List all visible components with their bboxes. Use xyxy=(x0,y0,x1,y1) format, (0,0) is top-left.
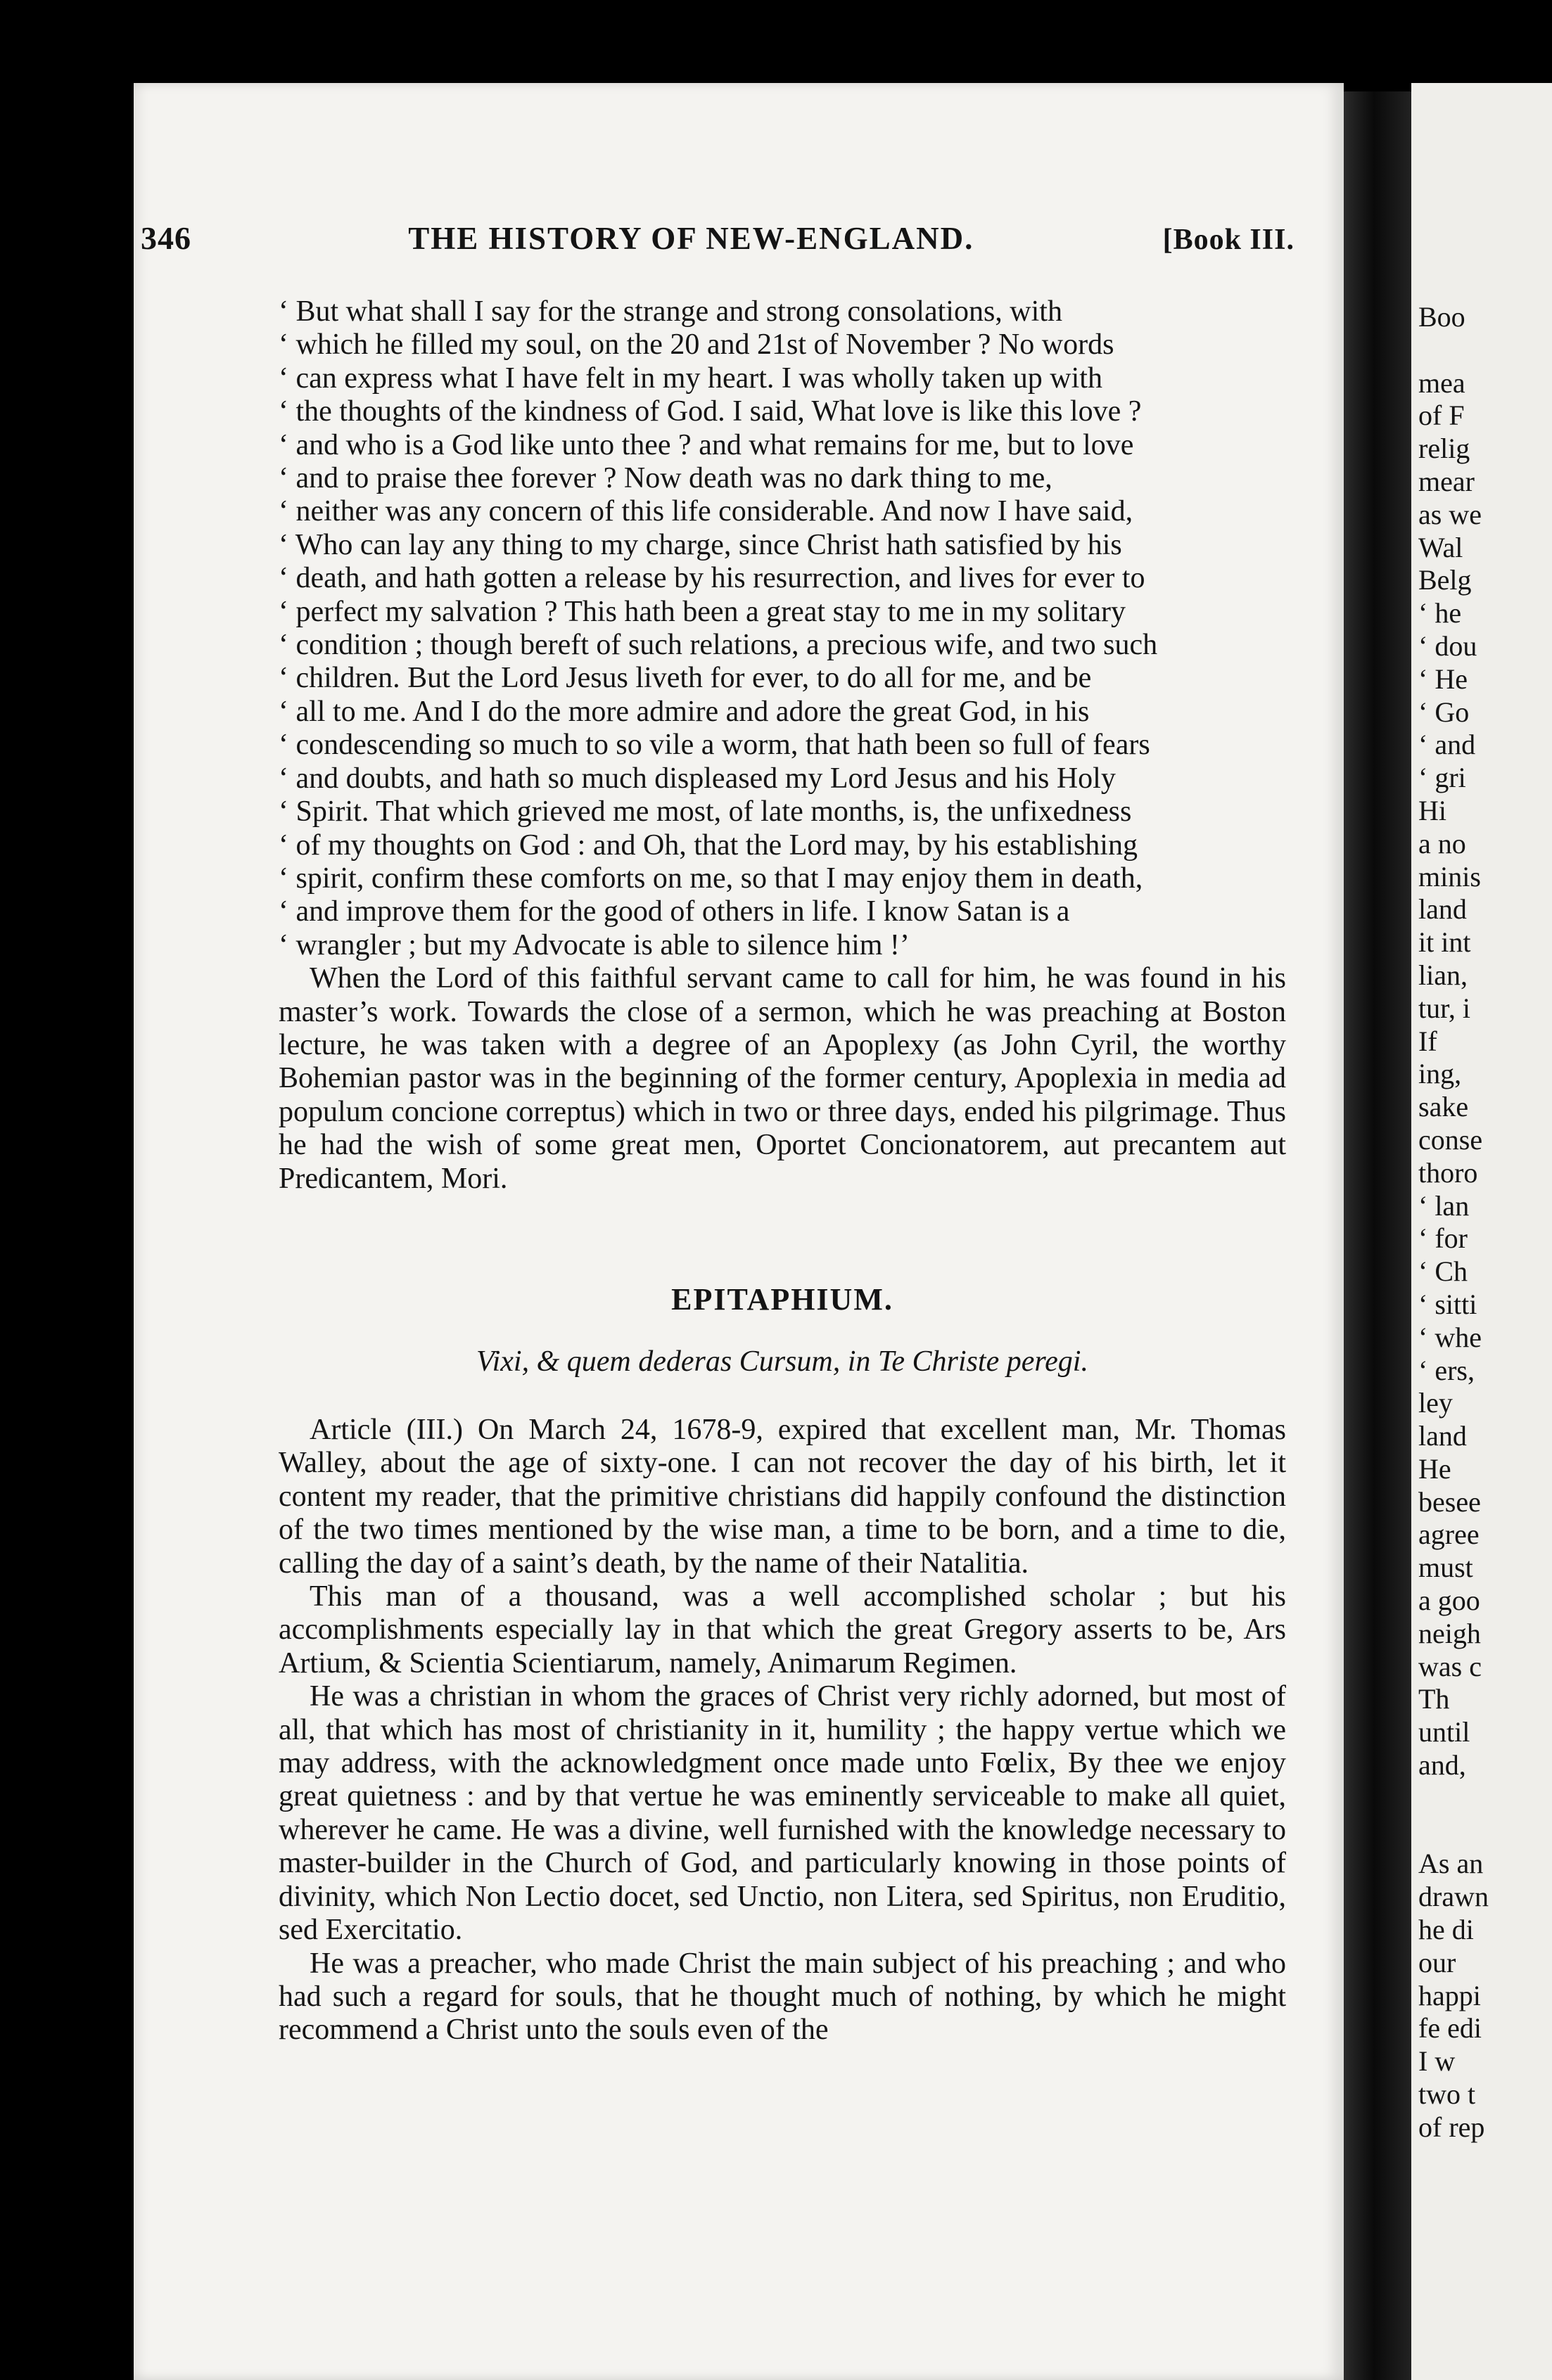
quote-line: ‘ condition ; though bereft of such relations, a precious wife, and two such xyxy=(279,629,1158,662)
quote-line: ‘ neither was any concern of this life considerable. And now I have said, xyxy=(279,495,1133,528)
facing-line: sake xyxy=(1418,1091,1469,1123)
facing-line: happi xyxy=(1418,1979,1481,2011)
running-title: THE HISTORY OF NEW-ENGLAND. xyxy=(408,221,974,256)
facing-line: agree xyxy=(1418,1518,1480,1551)
quote-line: ‘ of my thoughts on God : and Oh, that the Lord may, by his establishing xyxy=(279,828,1138,862)
facing-line: fe edi xyxy=(1418,2012,1482,2045)
facing-line: ‘ He xyxy=(1418,663,1468,695)
facing-line: ‘ Ch xyxy=(1418,1255,1468,1288)
quote-line: ‘ children. But the Lord Jesus liveth for ever, to do all for me, and be xyxy=(279,662,1092,695)
facing-page xyxy=(1411,83,1552,2380)
facing-line: mea xyxy=(1418,366,1465,399)
facing-line: of F xyxy=(1418,399,1465,432)
facing-line: ley xyxy=(1418,1387,1453,1419)
main-text-bottom xyxy=(279,1414,1286,2047)
facing-line: it int xyxy=(1418,926,1471,959)
facing-line xyxy=(1418,1782,1552,1815)
facing-line: as we xyxy=(1418,498,1482,530)
facing-line: minis xyxy=(1418,860,1481,892)
facing-line: was c xyxy=(1418,1650,1482,1682)
letter-quote xyxy=(279,295,1286,962)
main-text-top xyxy=(279,295,1286,1196)
facing-line: ‘ lan xyxy=(1418,1189,1470,1222)
quote-line: ‘ death, and hath gotten a release by his resurrection, and lives for ever to xyxy=(279,562,1145,595)
facing-line: ‘ whe xyxy=(1418,1321,1482,1353)
paragraph-christian: He was a christian in whom the graces of Christ very richly adorned, but most of all, that which has most of christianity in it, humility ; the happy vertue which we may address, with the acknowledgment once made unto Fœlix, By thee we enjoy great quietness : and by that vertue he was eminently serviceable to make all quiet, wherever he came. He was a divine, well furnished with the knowledge necessary to master-builder in the Church of God, and particularly knowing in those points of divinity, which Non Lectio docet, sed Unctio, non Litera, sed Spiritus, non Eruditio, sed Exercitatio. xyxy=(279,1680,1286,1947)
quote-line: ‘ the thoughts of the kindness of God. I said, What love is like this love ? xyxy=(279,395,1142,428)
facing-line: Boo xyxy=(1418,301,1465,333)
facing-line xyxy=(1418,334,1552,367)
quote-line: ‘ which he filled my soul, on the 20 and 21st of November ? No words xyxy=(279,328,1114,362)
quote-line: ‘ wrangler ; but my Advocate is able to silence him !’ xyxy=(279,928,910,961)
facing-line: land xyxy=(1418,893,1467,926)
facing-line: mear xyxy=(1418,465,1475,497)
facing-line: conse xyxy=(1418,1123,1483,1156)
facing-line: must xyxy=(1418,1552,1473,1584)
facing-line: tur, i xyxy=(1418,992,1470,1024)
page-number: 346 xyxy=(141,220,191,256)
facing-line: Belg xyxy=(1418,564,1472,596)
paragraph-scholar: This man of a thousand, was a well accomplished scholar ; but his accomplishments especially lay in that which the great Gregory asserts to be, Ars Artium, & Scientia Scientiarum, namely, Animarum Regimen. xyxy=(279,1580,1286,1680)
facing-line: thoro xyxy=(1418,1156,1478,1189)
facing-line: Hi xyxy=(1418,794,1446,826)
facing-line: two t xyxy=(1418,2078,1476,2111)
facing-line: land xyxy=(1418,1420,1467,1452)
facing-line: If xyxy=(1418,1025,1437,1057)
paragraph-preacher: He was a preacher, who made Christ the main subject of his preaching ; and who had such a regard for souls, that he thought much of nothing, by which he might recommend a Christ unto the souls even of the xyxy=(279,1947,1286,2047)
facing-line: a no xyxy=(1418,827,1466,859)
facing-line: he di xyxy=(1418,1914,1474,1946)
facing-line: lian, xyxy=(1418,959,1468,991)
running-head xyxy=(141,219,1295,276)
facing-line: ‘ Go xyxy=(1418,696,1470,728)
quote-line: ‘ and improve them for the good of others in life. I know Satan is a xyxy=(279,895,1070,928)
facing-line: He xyxy=(1418,1452,1451,1485)
quote-line: ‘ and who is a God like unto thee ? and what remains for me, but to love xyxy=(279,428,1134,461)
facing-line: of rep xyxy=(1418,2111,1485,2143)
book-gutter xyxy=(1344,91,1411,2380)
facing-line: our xyxy=(1418,1946,1456,1978)
quote-line: ‘ Who can lay any thing to my charge, since Christ hath satisfied by his xyxy=(279,528,1122,561)
paragraph-article: Article (III.) On March 24, 1678-9, expired that excellent man, Mr. Thomas Walley, about the age of sixty-one. I can not recover the day of his birth, let it content my reader, that the primitive christians did happily confound the distinction of the two times mentioned by the wise man, a time to be born, and a time to die, calling the day of a saint’s death, by the name of their Natalitia. xyxy=(279,1414,1286,1580)
facing-line: besee xyxy=(1418,1485,1481,1518)
facing-line: ‘ sitti xyxy=(1418,1288,1477,1320)
book-label: [Book III. xyxy=(1162,224,1295,256)
facing-line: As an xyxy=(1418,1848,1484,1880)
paragraph-death: When the Lord of this faithful servant came to call for him, he was found in his master’s work. Towards the close of a sermon, which he was preaching at Boston lecture, he was taken with a degree of an Apoplexy (as John Cyril, the worthy Bohemian pastor was in the beginning of the former century, Apoplexia in media ad populum concione correptus) which in two or three days, ended his pilgrimage. Thus he had the wish of some great men, Oportet Concionatorem, aut precantem aut Predicantem, Mori. xyxy=(279,962,1286,1195)
epitaph-verse: Vixi, & quem dederas Cursum, in Te Christe peregi. xyxy=(476,1345,1088,1378)
quote-line: ‘ all to me. And I do the more admire and adore the great God, in his xyxy=(279,695,1090,728)
facing-line: ‘ for xyxy=(1418,1222,1468,1255)
quote-line: ‘ and to praise thee forever ? Now death was no dark thing to me, xyxy=(279,462,1052,495)
facing-line: I w xyxy=(1418,2045,1456,2078)
facing-line: ‘ and xyxy=(1418,729,1476,761)
facing-line: Th xyxy=(1418,1683,1450,1715)
quote-line: ‘ and doubts, and hath so much displeased my Lord Jesus and his Holy xyxy=(279,762,1116,795)
quote-line: ‘ can express what I have felt in my heart. I was wholly taken up with xyxy=(279,362,1102,395)
facing-line: ‘ he xyxy=(1418,597,1462,629)
facing-line: and, xyxy=(1418,1749,1466,1781)
facing-line: until xyxy=(1418,1716,1470,1748)
epitaph-heading: EPITAPHIUM. xyxy=(671,1282,893,1317)
quote-line: ‘ Spirit. That which grieved me most, of late months, is, the unfixedness xyxy=(279,795,1132,828)
quote-line: ‘ spirit, confirm these comforts on me, so that I may enjoy them in death, xyxy=(279,862,1143,895)
facing-line: Wal xyxy=(1418,531,1463,563)
facing-page-text xyxy=(1418,301,1552,2144)
facing-line xyxy=(1418,1815,1552,1848)
facing-line: ‘ ers, xyxy=(1418,1354,1475,1386)
facing-line: ‘ dou xyxy=(1418,629,1477,662)
facing-line: ing, xyxy=(1418,1058,1462,1090)
quote-line: ‘ perfect my salvation ? This hath been a great stay to me in my solitary xyxy=(279,595,1126,628)
facing-line: relig xyxy=(1418,433,1470,465)
facing-line: drawn xyxy=(1418,1881,1489,1913)
facing-line: a goo xyxy=(1418,1585,1480,1617)
facing-line: neigh xyxy=(1418,1617,1481,1649)
quote-line: ‘ condescending so much to so vile a worm, that hath been so full of fears xyxy=(279,729,1150,762)
quote-line: ‘ But what shall I say for the strange and strong consolations, with xyxy=(279,295,1062,328)
facing-line: ‘ gri xyxy=(1418,762,1466,794)
